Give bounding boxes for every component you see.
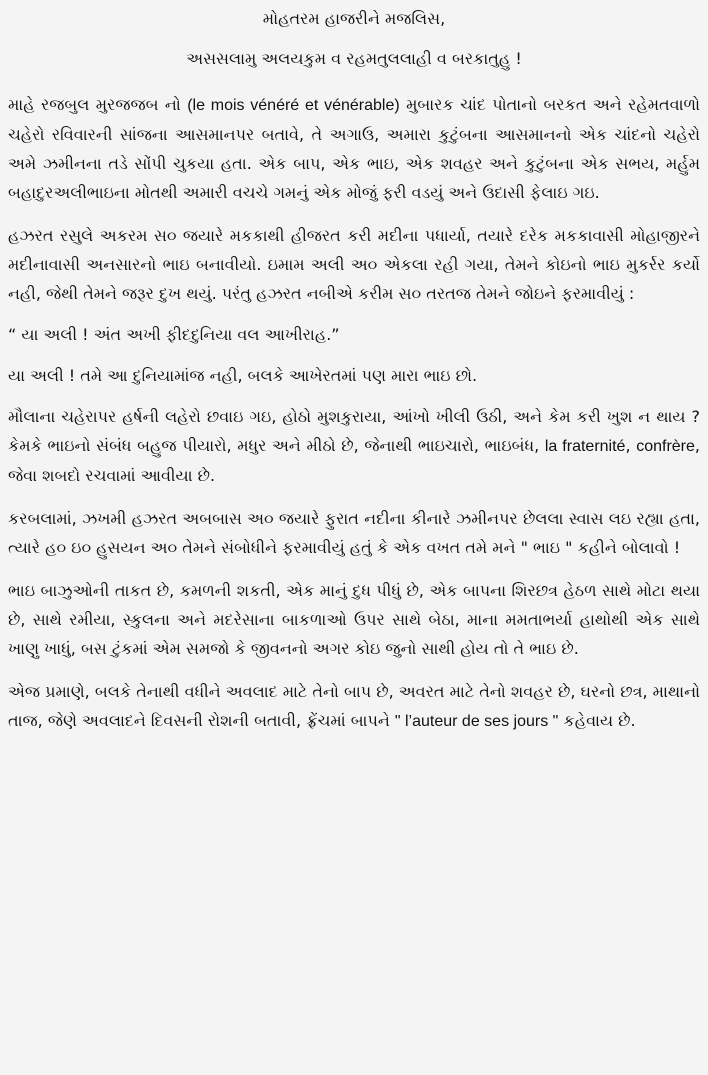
paragraph-father-text-a: એજ પ્રમાણે, બલકે તેનાથી વધીને અવલાદ માટે તેનો બાપ છે, અવરત માટે તેનો શવહર છે, ઘરનો છત્ર, માથાનો તાજ, જેણે અવલાદને દિવસની રોશની બતાવી, ફ્રેંચમાં બાપને <box>8 682 700 730</box>
paragraph-hijrat: હઝરત રસુલે અકરમ સ૦ જયારે મકકાથી હીજરત કરી મદીના પધાર્યા, તયારે દરેક મકકાવાસી મોહાજીરને મદીનાવાસી અનસારનો ભાઇ બનાવીયો. ઇમામ અલી અ૦ એકલા રહી ગયા, તેમને કોઇનો ભાઇ મુકર્રર કર્યો નહી, જેથી તેમને જરૂર દુખ થયું. પરંતુ હઝરત નબીએ કરીમ સ૦ તરતજ તેમને જોઇને ફરમાવીયું : <box>8 226 700 303</box>
paragraph-brother: ભાઇ બાઝુઓની તાકત છે, કમળની શકતી, એક માનું દુધ પીધું છે, એક બાપના શિરછત્ર હેઠળ સાથે મોટા થયા છે, સાથે રમીયા, સ્કુલના અને મદરેસાના બાકળાઓ ઉપર સાથે બેઠા, માના મમતાભર્યા હાથોથી એક સાથે ખાણુ ખાધું, બસ ટુંકમાં એમ સમજો કે જીવનનો અગર કોઇ જુનો સાથી હોય તો તે ભાઇ છે. <box>8 581 700 658</box>
salutation-line-2: અસસલામુ અલયકુમ વ રહમતુલલાહી વ બરકાતુહુ ! <box>186 49 522 68</box>
salutation-line-1: મોહતરમ હાજરીને મજલિસ, <box>262 9 446 28</box>
french-word-fraternite: la fraternité <box>544 438 626 455</box>
french-phrase-venere: (le mois vénéré et vénérable) <box>187 97 400 114</box>
quote-translation: યા અલી ! તમે આ દુનિયામાંજ નહી, બલકે આખેરતમાં પણ મારા ભાઇ છો. <box>8 366 478 385</box>
paragraph-father-text-c: કહેવાય છે. <box>558 711 636 730</box>
quote-arabic: “ યા અલી ! અંત અખી ફીદદુનિયા વલ આખીરાહ.” <box>8 325 340 344</box>
paragraph-father <box>8 677 700 736</box>
paragraph-rajab <box>8 90 700 207</box>
paragraph-rajab-text-c: મુબારક ચાંદ પોતાનો બરકત અને રહેમતવાળો ચહેરો રવિવારની સાંજના આસમાનપર બતાવે, તે અગાઉ, અમારા કુટુંબના આસમાનનો એક ચાંદનો ચહેરો અમે ઝમીનના તડે સોંપી ચુકયા હતા. એક બાપ, એક ભાઇ, એક શવહર અને કુટુંબના એક સભય, મર્હુમ બહાદુરઅલીભાઇના મોતથી અમારી વચચે ગમનું એક મોજું ફરી વડયું અને ઉદાસી ફેલાઇ ગઇ. <box>8 95 700 202</box>
paragraph-karbala: કરબલામાં, ઝખમી હઝરત અબબાસ અ૦ જયારે ફુરાત નદીના કીનારે ઝમીનપર છેલલા સ્વાસ લઇ રહ્યા હતા, ત્યારે હ૦ ઇ૦ હુસયન અ૦ તેમને સંબોધીને ફરમાવીયું હતું કે એક વખત તમે મને " ભાઇ " કહીને બોલાવો ! <box>8 509 700 557</box>
paragraph-maula-joy <box>8 402 700 490</box>
paragraph-maula-text-a: મૌલાના ચહેરાપર હર્ષની લહેરો છવાઇ ગઇ, હોઠો મુશકુરાયા, આંખો ખીલી ઉઠી, અને કેમ કરી ખુશ ન થાય ? કેમકે ભાઇનો સંબંધ બહુજ પીયારો, મધુર અને મીઠો છે, જેનાથી ભાઇચારો, ભાઇબંધ, <box>8 407 700 455</box>
paragraph-maula-comma: , <box>625 436 637 455</box>
paragraph-rajab-text-a: માહે રજબુલ મુરજજબ નો <box>8 95 188 114</box>
paragraph-maula-text-e: , જેવા શબદો રચવામાં આવીયા છે. <box>8 436 700 485</box>
french-word-confrere: confrère <box>636 438 695 455</box>
french-phrase-auteur: " l’auteur de ses jours " <box>394 713 559 730</box>
